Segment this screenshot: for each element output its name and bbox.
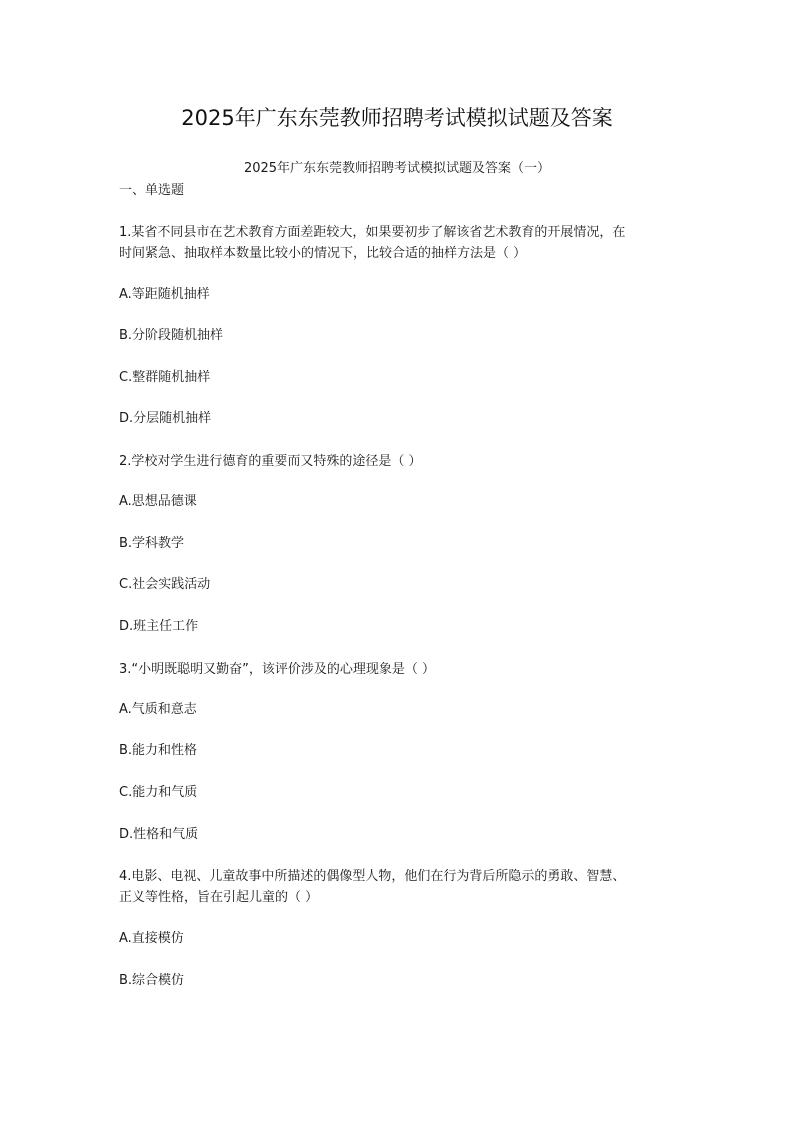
document-title: 2025年广东东莞教师招聘考试模拟试题及答案 — [181, 106, 613, 130]
question-3-option-c: C.能力和气质 — [119, 785, 198, 800]
question-2-option-d: D.班主任工作 — [119, 619, 199, 634]
question-4-stem-line-2: 正义等性格，旨在引起儿童的（ ） — [119, 890, 319, 905]
section-heading: 一、单选题 — [119, 183, 185, 198]
question-2-stem: 2.学校对学生进行德育的重要而又特殊的途径是（ ） — [119, 454, 422, 469]
question-1-option-a: A.等距随机抽样 — [119, 287, 210, 302]
question-4-stem-line-1: 4.电影、电视、儿童故事中所描述的偶像型人物，他们在行为背后所隐示的勇敢、智慧、 — [119, 869, 626, 884]
question-4-option-b: B.综合模仿 — [119, 973, 185, 988]
question-1-option-c: C.整群随机抽样 — [119, 370, 211, 385]
question-3-option-b: B.能力和性格 — [119, 743, 198, 758]
exam-subtitle: 2025年广东东莞教师招聘考试模拟试题及答案（一） — [243, 161, 551, 176]
question-2-option-b: B.学科教学 — [119, 536, 185, 551]
question-1-option-d: D.分层随机抽样 — [119, 411, 212, 426]
question-3-option-d: D.性格和气质 — [119, 827, 199, 842]
question-2-option-a: A.思想品德课 — [119, 494, 197, 509]
question-1-stem-line-2: 时间紧急、抽取样本数量比较小的情况下，比较合适的抽样方法是（ ） — [119, 246, 527, 261]
question-2-option-c: C.社会实践活动 — [119, 577, 211, 592]
question-1-stem-line-1: 1.某省不同县市在艺术教育方面差距较大，如果要初步了解该省艺术教育的开展情况，在 — [119, 225, 626, 240]
question-3-option-a: A.气质和意志 — [119, 702, 197, 717]
question-1-option-b: B.分阶段随机抽样 — [119, 328, 224, 343]
question-3-stem: 3.“小明既聪明又勤奋”，该评价涉及的心理现象是（ ） — [119, 662, 436, 677]
question-4-option-a: A.直接模仿 — [119, 931, 184, 946]
